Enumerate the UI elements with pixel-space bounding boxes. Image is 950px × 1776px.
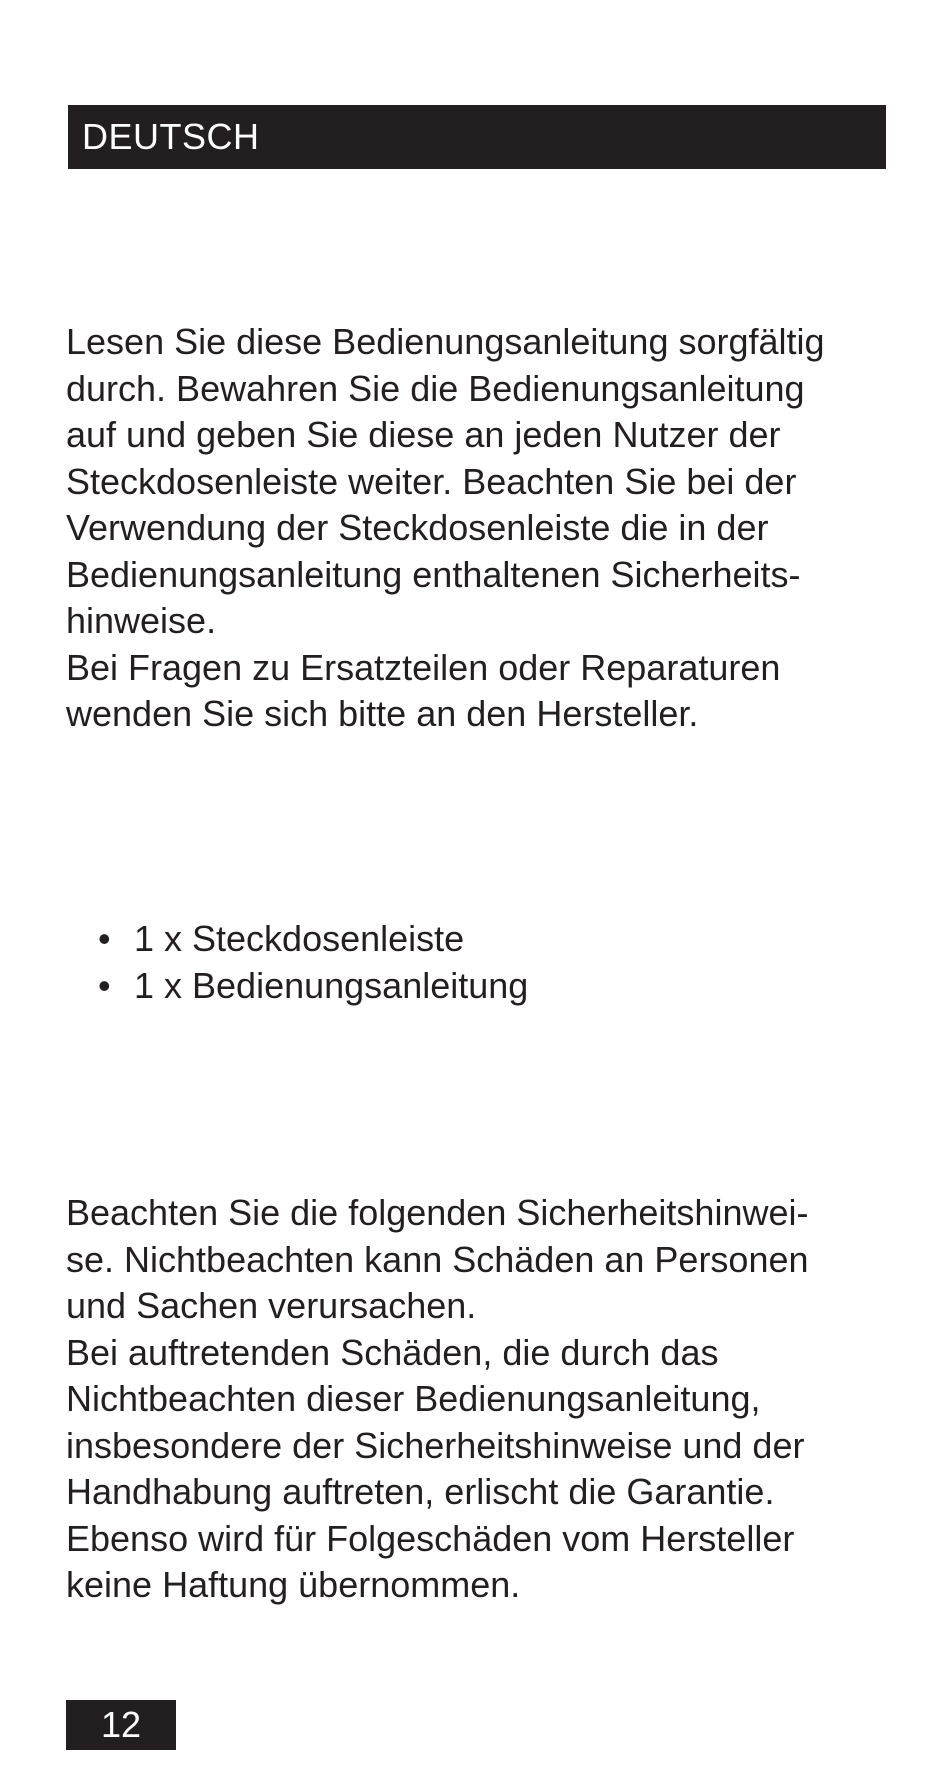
safety-paragraph-warranty: Bei auftretenden Schäden, die durch das Nichtbeachten dieser Bedienungsanleitung, insbesondere der Sicherheitshinweise und der Handhabung auftreten, erlischt die Garantie. Ebenso wird für Folgeschäden vom Hersteller keine Haftung übernommen. xyxy=(66,1331,805,1605)
intro-section xyxy=(66,319,896,738)
bullet-icon: • xyxy=(98,918,111,959)
safety-section xyxy=(66,1190,896,1609)
list-item xyxy=(98,916,528,963)
page-number: 12 xyxy=(100,1704,142,1745)
list-item-label: 1 x Steckdosenleiste xyxy=(134,918,465,959)
language-header-bar xyxy=(68,105,886,169)
list-item xyxy=(98,963,528,1010)
safety-paragraph-notes: Beachten Sie die folgenden Sicherheitshinwei- se. Nichtbeachten kann Schäden an Personen und Sachen verursachen. xyxy=(66,1192,809,1326)
bullet-icon: • xyxy=(98,964,111,1006)
list-item-label: 1 x Bedienungsanleitung xyxy=(134,964,529,1006)
intro-paragraph-spare-parts: Bei Fragen zu Ersatzteilen oder Reparaturen wenden Sie sich bitte an den Hersteller. xyxy=(66,646,781,734)
page-number-badge xyxy=(66,1700,176,1750)
language-label: DEUTSCH xyxy=(82,116,260,157)
intro-paragraph-read-instructions: Lesen Sie diese Bedienungsanleitung sorgfältig durch. Bewahren Sie die Bedienungsanleitung auf und geben Sie diese an jeden Nutzer der Steckdosenleiste weiter. Beachten Sie bei der Verwendung der Steckdosenleiste die in der Bedienungsanleitung enthaltenen Sicherheits- hinweise. xyxy=(66,321,825,641)
package-contents-list xyxy=(98,916,528,1009)
